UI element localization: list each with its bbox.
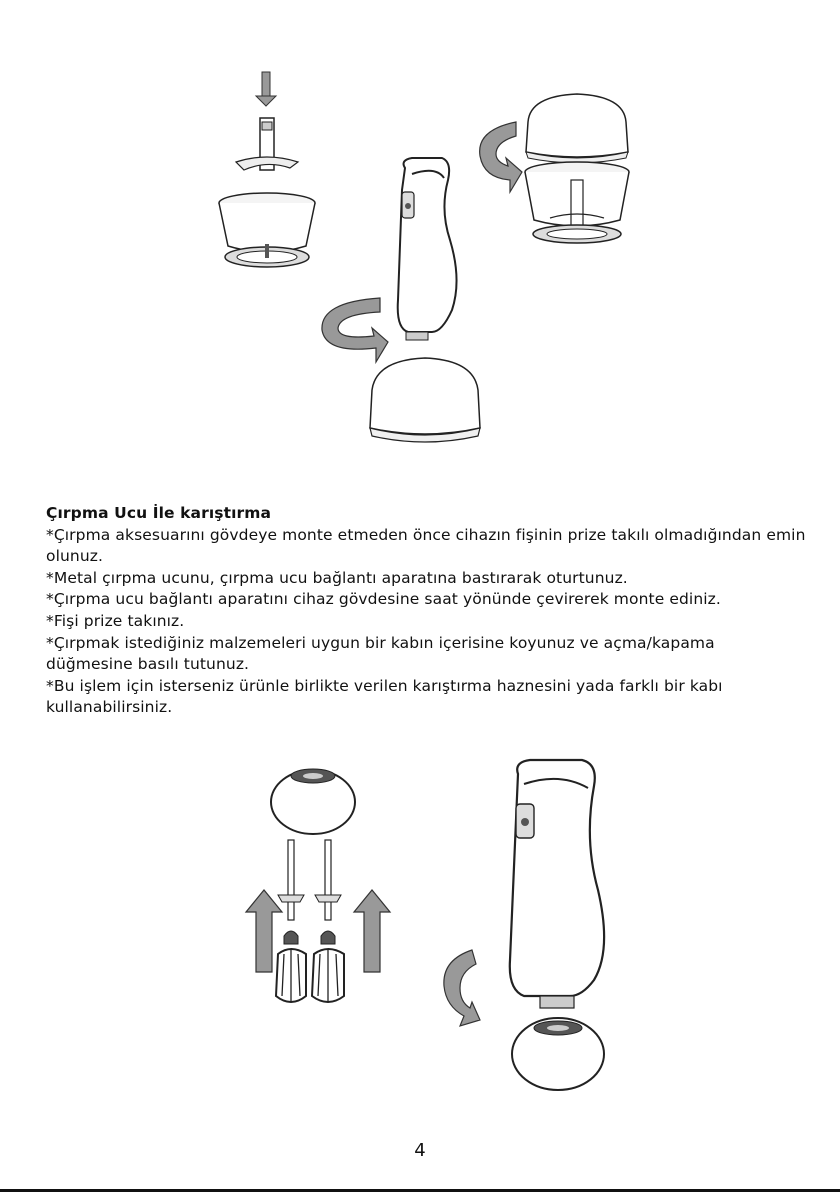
rotate-arrow-icon [480, 122, 522, 192]
chopper-bowl-assembled [525, 162, 629, 243]
instruction-paragraph: *Çırpmak istediğiniz malzemeleri uygun bir kabın içerisine koyunuz ve açma/kapama düğmesine basılı tutunuz. [46, 633, 715, 674]
up-arrow-icon [354, 890, 390, 972]
motor-unit [510, 760, 604, 1008]
instruction-paragraph: *Çırpma ucu bağlantı aparatını cihaz gövdesine saat yönünde çevirerek monte ediniz. [46, 590, 721, 609]
instruction-paragraph: *Bu işlem için isterseniz ürünle birlikte verilen karıştırma haznesini yada farklı bir kabı kullanabilirsiniz. [46, 676, 723, 717]
down-arrow-icon [256, 72, 276, 106]
chopper-lid [370, 358, 480, 442]
chopper-bowl [219, 193, 315, 267]
section-heading: Çırpma Ucu İle karıştırma [46, 504, 272, 522]
whisk-assembly-illustration [220, 740, 660, 1100]
whisk-right [312, 840, 344, 1002]
whisk-adapter-bottom [512, 1018, 604, 1090]
motor-unit [398, 158, 457, 340]
page-number: 4 [414, 1140, 426, 1161]
instruction-paragraph: *Çırpma aksesuarını gövdeye monte etmeden önce cihazın fişinin prize takılı olmadığından emin olunuz. [46, 525, 806, 566]
up-arrow-icon [246, 890, 282, 972]
chopper-lid-top [526, 94, 628, 163]
chopper-assembly-illustration [180, 40, 680, 470]
instruction-paragraph: *Fişi prize takınız. [46, 611, 185, 630]
whisk-left [276, 840, 306, 1002]
instructions-text [46, 503, 806, 719]
whisk-adapter [271, 769, 355, 834]
instruction-paragraph: *Metal çırpma ucunu, çırpma ucu bağlantı aparatına bastırarak oturtunuz. [46, 568, 628, 587]
rotate-arrow-icon [444, 950, 480, 1026]
rotate-arrow-icon [322, 298, 388, 362]
chopper-blade [236, 118, 298, 170]
